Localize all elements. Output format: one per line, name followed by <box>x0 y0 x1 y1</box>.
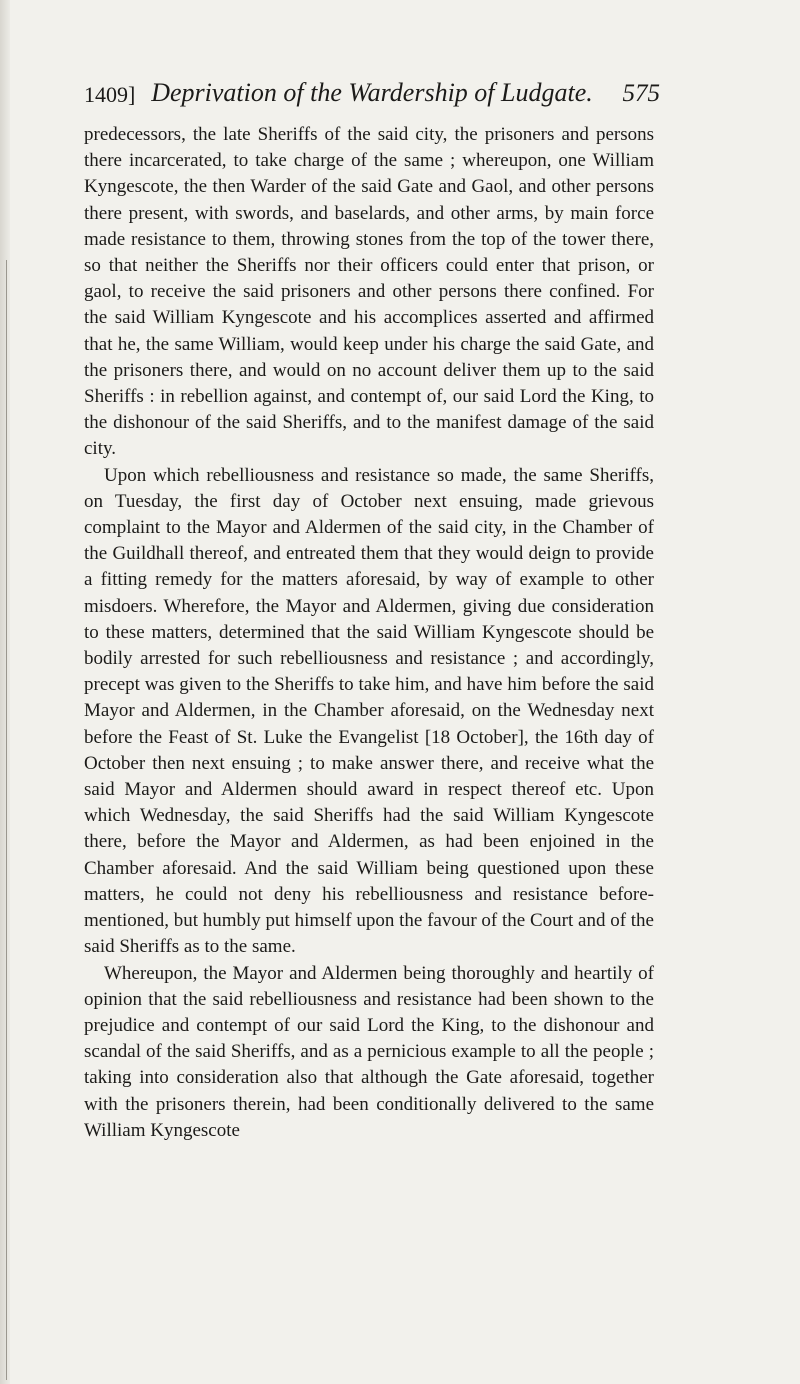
header-title: Deprivation of the Wardership of Ludgate. <box>151 78 593 107</box>
paragraph: Upon which rebelliousness and resistance so made, the same Sheriffs, on Tuesday, the first day of October next ensuing, made grievous complaint to the Mayor and Aldermen of the said city, in the Chamber of the Guildhall thereof, and entreated them that they would deign to provide a fitting remedy for the matters aforesaid, by way of example to other misdoers. Wherefore, the Mayor and Aldermen, giving due consideration to these matters, determined that the said William Kyngescote should be bodily arrested for such rebelliousness and resistance ; and accordingly, precept was given to the Sheriffs to take him, and have him before the said Mayor and Aldermen, in the Chamber aforesaid, on the Wednesday next before the Feast of St. Luke the Evangelist [18 October], the 16th day of October then next ensuing ; to make answer there, and receive what the said Mayor and Aldermen should award in respect thereof etc. Upon which Wednesday, the said Sheriffs had the said William Kyngescote there, before the Mayor and Aldermen, as had been enjoined in the Chamber aforesaid. And the said William being questioned upon these matters, he could not deny his rebelliousness and resistance before-mentioned, but humbly put himself upon the favour of the Court and of the said Sheriffs as to the same. <box>84 464 654 958</box>
body-text <box>84 122 654 1144</box>
page-number: 575 <box>622 80 660 107</box>
page-binding-edge <box>0 0 10 1384</box>
running-header <box>84 78 660 110</box>
paragraph-continued: predecessors, the late Sheriffs of the said city, the prisoners and persons there incarcerated, to take charge of the same ; whereupon, one William Kyngescote, the then Warder of the said Gate and Gaol, and other persons there present, with swords, and baselards, and other arms, by main force made resistance to them, throwing stones from the top of the tower there, so that neither the Sheriffs nor their officers could enter that prison, or gaol, to receive the said prisoners and other persons there confined. For the said William Kyngescote and his accomplices asserted and affirmed that he, the same William, would keep under his charge the said Gate, and the prisoners there, and would on no account deliver them up to the said Sheriffs : in rebellion against, and contempt of, our said Lord the King, to the dishonour of the said Sheriffs, and to the manifest damage of the said city. <box>84 124 654 460</box>
paragraph: Whereupon, the Mayor and Aldermen being thoroughly and heartily of opinion that the said rebelliousness and resistance had been shown to the prejudice and contempt of our said Lord the King, to the dishonour and scandal of the said Sheriffs, and as a pernicious example to all the people ; taking into consideration also that although the Gate aforesaid, together with the prisoners therein, had been conditionally delivered to the same William Kyngescote <box>84 962 654 1141</box>
header-year: 1409] <box>84 82 136 107</box>
page-binding-line <box>6 260 7 1380</box>
